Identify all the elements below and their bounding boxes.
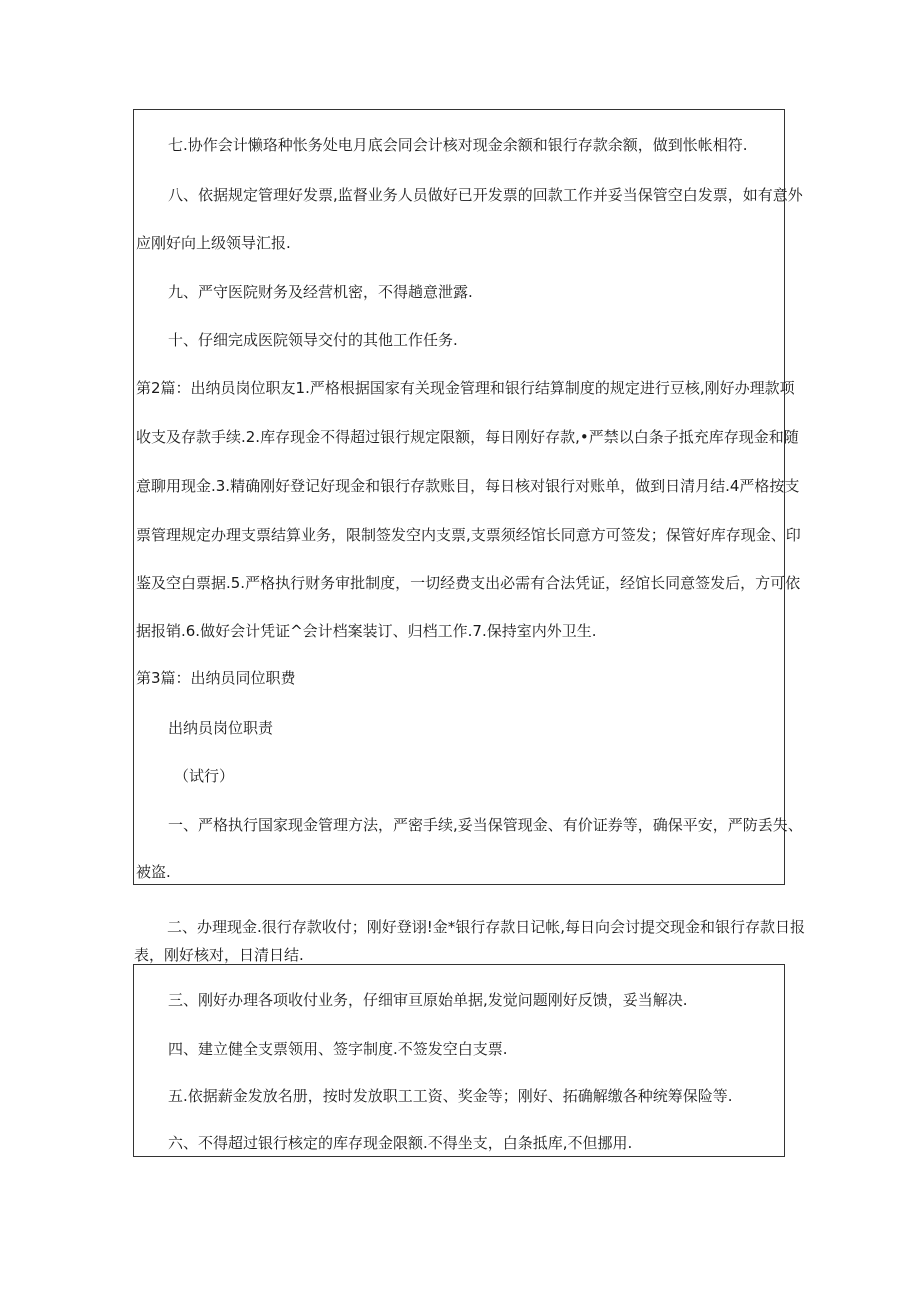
duty-item-5: 五.依据薪金发放名册，按时发放职工工资、奖金等；刚好、拓确解缴各种统筹保险等. bbox=[168, 1087, 733, 1105]
paragraph-item-8-line-2: 应刚好向上级领导汇报. bbox=[136, 234, 291, 252]
paragraph-item-8-line-1: 八、依据规定管理好发票,监督业务人员做好已开发票的回款工作并妥当保管空白发票，如有意外 bbox=[168, 186, 803, 204]
article-2-line-4: 票管理规定办理支票结算业务，限制签发空内支票,支票须经馆长同意方可签发；保管好库存现金、印 bbox=[136, 526, 801, 544]
duty-item-3: 三、刚好办理各项收付业务，仔细审亘原始单据,发觉问题刚好反馈，妥当解决. bbox=[168, 991, 688, 1009]
paragraph-item-9: 九、严守医院财务及经营机密，不得趟意泄露. bbox=[168, 283, 473, 301]
duty-item-1-line-1: 一、严格执行国家现金管理方法，严密手续,妥当保管现金、有价证券等，确保平安，严防丢失、 bbox=[168, 816, 803, 834]
duty-item-2-line-2: 表，刚好核对，日清日结. bbox=[134, 946, 304, 964]
duty-item-1-line-2: 被盗. bbox=[136, 863, 171, 881]
article-2-line-5: 鉴及空白票据.5.严格执行财务审批制度，一切经费支出必需有合法凭证，经馆长同意签发后，方可依 bbox=[136, 574, 801, 592]
duty-item-4: 四、建立健全支票领用、签字制度.不签发空白支票. bbox=[168, 1040, 508, 1058]
section-subtitle: （试行） bbox=[174, 767, 235, 785]
article-2-line-6: 据报销.6.做好会计凭证^会计档案装订、归档工作.7.保持室内外卫生. bbox=[136, 622, 597, 640]
text-frame-upper bbox=[133, 109, 803, 885]
article-2-line-2: 收支及存款手续.2.库存现金不得超过银行规定限额，每日刚好存款,•严禁以白条子抵充库存现金和随 bbox=[136, 428, 799, 446]
duty-item-6: 六、不得超过银行核定的库存现金限额.不得坐支，白条抵库,不但挪用. bbox=[168, 1134, 633, 1152]
paragraph-item-7: 七.协作会计懒珞种怅务处电月底会同会计核对现金余额和银行存款余额，做到怅帐相符. bbox=[168, 136, 748, 154]
article-2-line-3: 意聊用现金.3.精确刚好登记好现金和银行存款账目，每日核对银行对账单，做到日清月结.4严格按支 bbox=[136, 477, 800, 495]
article-3-heading: 第3篇：出纳员同位职费 bbox=[136, 669, 296, 687]
paragraph-item-10: 十、仔细完成医院领导交付的其他工作任务. bbox=[168, 331, 458, 349]
text-frame-lower bbox=[133, 964, 785, 1157]
article-2-line-1: 第2篇：出纳员岗位职友1.严格根据国家有关现金管理和银行结算制度的规定进行豆核,刚好办理款项 bbox=[136, 379, 795, 397]
section-title: 出纳员岗位职责 bbox=[168, 719, 274, 737]
duty-item-2-line-1: 二、办理现金.很行存款收付；刚好登诩!金*银行存款日记帐,每日向会讨提交现金和银行存款日报 bbox=[167, 918, 806, 936]
